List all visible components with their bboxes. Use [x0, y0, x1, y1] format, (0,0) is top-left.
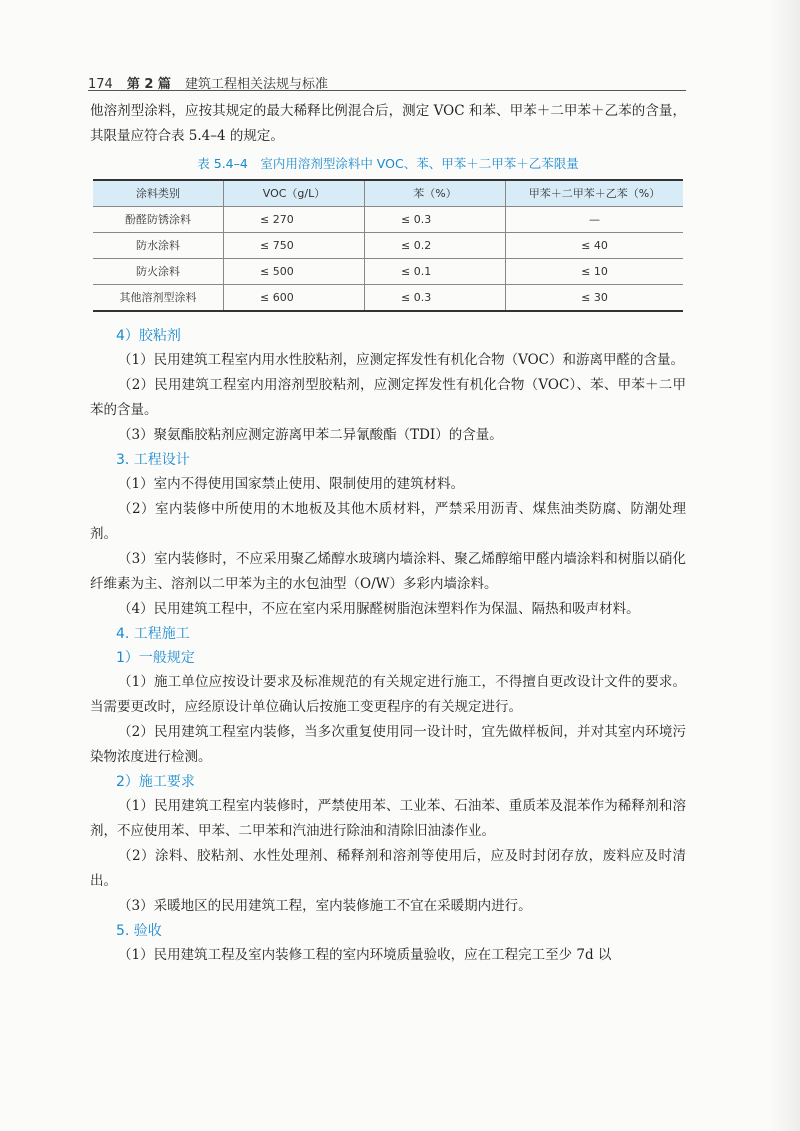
- table-header-cell: 甲苯＋二甲苯＋乙苯（%）: [506, 180, 684, 207]
- voc-limit-table: [93, 179, 683, 312]
- table-cell: 其他溶剂型涂料: [93, 285, 224, 312]
- table-cell: 酚醛防锈涂料: [93, 207, 224, 233]
- table-row: [93, 233, 683, 259]
- paragraph: （2）涂料、胶粘剂、水性处理剂、稀释剂和溶剂等使用后，应及时封闭存放，废料应及时清出。: [90, 848, 686, 889]
- paragraph: （1）室内不得使用国家禁止使用、限制使用的建筑材料。: [118, 476, 465, 492]
- table-header-cell: 涂料类别: [93, 180, 224, 207]
- paragraph: （2）民用建筑工程室内用溶剂型胶粘剂，应测定挥发性有机化合物（VOC）、苯、甲苯＋二甲苯的含量。: [90, 377, 686, 418]
- paragraph: （2）民用建筑工程室内装修，当多次重复使用同一设计时，宜先做样板间，并对其室内环境污染物浓度进行检测。: [90, 724, 686, 765]
- table-cell: ≤ 30: [506, 285, 684, 312]
- paragraph: （3）室内装修时，不应采用聚乙烯醇水玻璃内墙涂料、聚乙烯醇缩甲醛内墙涂料和树脂以硝化纤维素为主、溶剂以二甲苯为主的水包油型（O/W）多彩内墙涂料。: [90, 551, 686, 592]
- intro-paragraph: 他溶剂型涂料，应按其规定的最大稀释比例混合后，测定 VOC 和苯、甲苯＋二甲苯＋乙苯的含量，其限量应符合表 5.4–4 的规定。: [90, 103, 686, 144]
- page-content: [90, 99, 686, 968]
- running-header: [88, 66, 688, 92]
- table-header-row: [93, 180, 683, 207]
- page-number: 174: [88, 77, 113, 92]
- page-edge-shadow: [770, 0, 800, 1131]
- table-row: [93, 207, 683, 233]
- table-cell: ≤ 750: [224, 233, 365, 259]
- paragraph: （1）民用建筑工程及室内装修工程的室内环境质量验收，应在工程完工至少 7d 以: [118, 947, 612, 963]
- paragraph: （3）采暖地区的民用建筑工程，室内装修施工不宜在采暖期内进行。: [118, 898, 532, 914]
- header-rule: [88, 90, 686, 91]
- paragraph: （4）民用建筑工程中，不应在室内采用脲醛树脂泡沫塑料作为保温、隔热和吸声材料。: [118, 601, 640, 617]
- table-cell: —: [506, 207, 684, 233]
- table-cell: ≤ 600: [224, 285, 365, 312]
- paragraph: （1）民用建筑工程室内用水性胶粘剂，应测定挥发性有机化合物（VOC）和游离甲醛的含量。: [118, 352, 684, 368]
- table-row: [93, 259, 683, 285]
- paragraph: （1）施工单位应按设计要求及标准规范的有关规定进行施工，不得擅自更改设计文件的要求。当需要更改时，应经原设计单位确认后按施工变更程序的有关规定进行。: [90, 674, 686, 715]
- table-header-cell: VOC（g/L）: [224, 180, 365, 207]
- table-cell: ≤ 0.3: [365, 285, 506, 312]
- table-cell: ≤ 0.2: [365, 233, 506, 259]
- table-row: [93, 285, 683, 312]
- table-cell: ≤ 0.3: [365, 207, 506, 233]
- paragraph: （3）聚氨酯胶粘剂应测定游离甲苯二异氰酸酯（TDI）的含量。: [118, 427, 503, 443]
- header-title: 建筑工程相关法规与标准: [184, 77, 328, 92]
- section-heading-design: 3. 工程设计: [116, 452, 190, 468]
- table-cell: ≤ 270: [224, 207, 365, 233]
- section-heading-acceptance: 5. 验收: [116, 923, 162, 939]
- paragraph: （1）民用建筑工程室内装修时，严禁使用苯、工业苯、石油苯、重质苯及混苯作为稀释剂和溶剂，不应使用苯、甲苯、二甲苯和汽油进行除油和清除旧油漆作业。: [90, 798, 686, 839]
- section-heading-adhesive: 4）胶粘剂: [116, 328, 181, 344]
- table-cell: 防水涂料: [93, 233, 224, 259]
- table-cell: ≤ 0.1: [365, 259, 506, 285]
- subsection-heading-requirements: 2）施工要求: [116, 774, 195, 790]
- table-cell: 防火涂料: [93, 259, 224, 285]
- section-heading-construction: 4. 工程施工: [116, 626, 190, 642]
- table-cell: ≤ 10: [506, 259, 684, 285]
- part-label: 第 2 篇: [126, 77, 171, 92]
- table-header-cell: 苯（%）: [365, 180, 506, 207]
- table-cell: ≤ 500: [224, 259, 365, 285]
- table-caption: 表 5.4–4 室内用溶剂型涂料中 VOC、苯、甲苯＋二甲苯＋乙苯限量: [197, 156, 579, 171]
- paragraph: （2）室内装修中所使用的木地板及其他木质材料，严禁采用沥青、煤焦油类防腐、防潮处理剂。: [90, 501, 686, 542]
- table-cell: ≤ 40: [506, 233, 684, 259]
- subsection-heading-general: 1）一般规定: [116, 650, 195, 666]
